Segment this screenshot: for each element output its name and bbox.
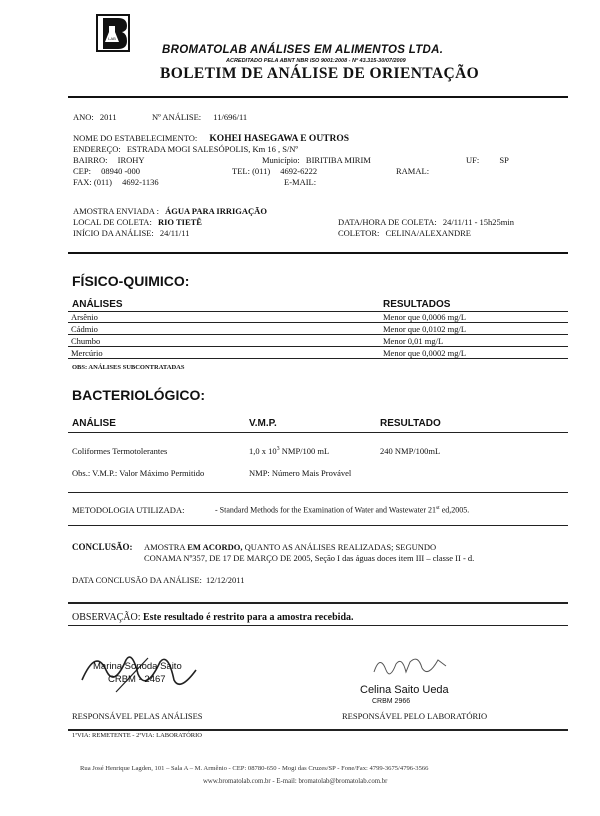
collection-datetime-value: 24/11/11 - 15h25min bbox=[442, 217, 515, 227]
left-signer-registration: CRBM - 2467 bbox=[108, 674, 166, 685]
phone-label: TEL: (011) bbox=[232, 166, 271, 176]
collector-field bbox=[338, 228, 471, 238]
observation-label: OBSERVAÇÃO: bbox=[72, 612, 141, 623]
analysis-start-label: INÍCIO DA ANÁLISE: bbox=[73, 228, 154, 238]
observation-text: Este resultado é restrito para a amostra recebida. bbox=[142, 612, 354, 623]
email-label: E-MAIL: bbox=[284, 177, 317, 187]
copies-note: 1ªVIA: REMETENTE - 2ªVIA: LABORATÓRIO bbox=[72, 732, 202, 739]
conclusion-divider bbox=[68, 525, 568, 526]
analysis-result: Menor 0,01 mg/L bbox=[383, 336, 444, 346]
analysis-name: Cádmio bbox=[71, 324, 98, 334]
observation-underline bbox=[68, 625, 568, 626]
analysis-number-field bbox=[152, 112, 247, 122]
table-row bbox=[68, 335, 568, 347]
establishment-name-value: KOHEI HASEGAWA E OUTROS bbox=[209, 134, 350, 144]
subcontracted-note: OBS: ANÁLISES SUBCONTRATADAS bbox=[72, 364, 185, 371]
left-signer-role: RESPONSÁVEL PELAS ANÁLISES bbox=[72, 711, 203, 721]
conclusion-line-1 bbox=[144, 542, 436, 552]
accreditation-line: ACREDITADO PELA ABNT NBR ISO 9001:2008 - Nº 43.315-30/07/2009 bbox=[226, 58, 406, 64]
methodology-label: METODOLOGIA UTILIZADA: bbox=[72, 505, 185, 515]
methodology-text bbox=[215, 505, 469, 515]
bacteriological-analysis-header: ANÁLISE bbox=[72, 418, 116, 429]
document-title: BOLETIM DE ANÁLISE DE ORIENTAÇÃO bbox=[160, 65, 480, 82]
footer-address: Rua José Henrique Lagden, 101 – Sala A – M. Armênio - CEP: 08780-650 - Mogi das Cruzes/SP - Fone/Fax: 4799-3675/4796-3566 bbox=[80, 765, 429, 772]
footer-web: www.bromatolab.com.br - E-mail: bromatolab@bromatolab.com.br bbox=[203, 778, 388, 785]
zip-field bbox=[73, 166, 140, 176]
phone-field bbox=[232, 166, 317, 176]
analysis-number-label: Nº ANÁLISE: bbox=[152, 112, 202, 122]
physicochemical-analyses-header: ANÁLISES bbox=[72, 299, 123, 310]
bacteriological-vmp-header: V.M.P. bbox=[249, 418, 277, 429]
footer-divider bbox=[68, 729, 568, 731]
physicochemical-title: FÍSICO-QUIMICO: bbox=[72, 273, 190, 289]
extension-label: RAMAL: bbox=[396, 166, 430, 176]
conclusion-date-value: 12/12/2011 bbox=[206, 575, 245, 585]
methodology-superscript: st bbox=[436, 505, 440, 511]
analysis-name: Arsênio bbox=[71, 312, 98, 322]
coliform-vmp-exponent: 3 bbox=[276, 446, 280, 453]
analysis-start-value: 24/11/11 bbox=[159, 228, 190, 238]
sample-field bbox=[73, 206, 267, 216]
table-row bbox=[68, 347, 568, 359]
state-field bbox=[466, 155, 509, 165]
neighborhood-label: BAIRRO: bbox=[73, 155, 108, 165]
sample-divider bbox=[68, 252, 568, 254]
collector-label: COLETOR: bbox=[338, 228, 380, 238]
analysis-name: Chumbo bbox=[71, 336, 101, 346]
address-field bbox=[73, 144, 298, 154]
analysis-start-field bbox=[73, 228, 189, 238]
coliform-vmp-base: 1,0 x 10 bbox=[249, 446, 277, 456]
header-divider bbox=[68, 96, 568, 98]
city-label: Município: bbox=[262, 155, 300, 165]
right-signer-registration: CRBM 2966 bbox=[372, 698, 411, 705]
coliform-vmp-unit: NMP/100 mL bbox=[279, 446, 330, 456]
collection-place-label: LOCAL DE COLETA: bbox=[73, 217, 152, 227]
collection-place-value: RIO TIETÊ bbox=[157, 217, 202, 227]
analysis-result: Menor que 0,0102 mg/L bbox=[383, 324, 467, 334]
city-field bbox=[262, 155, 371, 165]
methodology-end: ed,2005. bbox=[439, 505, 470, 515]
sample-value: ÁGUA PARA IRRIGAÇÃO bbox=[165, 206, 267, 216]
city-value: BIRITIBA MIRIM bbox=[305, 155, 371, 165]
collection-place-field bbox=[73, 217, 202, 227]
vmp-definition: Obs.: V.M.P.: Valor Máximo Permitido bbox=[72, 468, 205, 478]
analysis-number-value: 11/696/11 bbox=[213, 112, 248, 122]
neighborhood-field bbox=[73, 155, 145, 165]
left-signer-name: Marina Sonoda Saito bbox=[93, 661, 182, 672]
conclusion-date-field bbox=[72, 575, 244, 585]
analysis-result: Menor que 0,0006 mg/L bbox=[383, 312, 467, 322]
collection-datetime-field bbox=[338, 217, 514, 227]
ano-field bbox=[73, 112, 117, 122]
physicochemical-results-header: RESULTADOS bbox=[383, 299, 451, 310]
bacteriological-result-header: RESULTADO bbox=[380, 418, 441, 429]
nmp-definition: NMP: Número Mais Provável bbox=[249, 468, 352, 478]
table-row bbox=[68, 323, 568, 335]
address-label: ENDEREÇO: bbox=[73, 144, 121, 154]
right-signer-name: Celina Saito Ueda bbox=[360, 684, 449, 696]
fax-label: FAX: (011) bbox=[73, 177, 112, 187]
coliform-name: Coliformes Termotolerantes bbox=[72, 446, 168, 456]
flask-logo-icon bbox=[96, 14, 130, 52]
state-value: SP bbox=[499, 155, 509, 165]
conclusion-label: CONCLUSÃO: bbox=[72, 542, 133, 552]
methodology-divider bbox=[68, 492, 568, 493]
sample-label: AMOSTRA ENVIADA : bbox=[73, 206, 159, 216]
conclusion-date-label: DATA CONCLUSÃO DA ANÁLISE: bbox=[72, 575, 202, 585]
bacteriological-header-line bbox=[68, 432, 568, 433]
methodology-main: - Standard Methods for the Examination of Water and Wastewater 21 bbox=[215, 505, 437, 515]
collection-datetime-label: DATA/HORA DE COLETA: bbox=[338, 217, 437, 227]
zip-label: CEP: bbox=[73, 166, 91, 176]
fax-value: 4692-1136 bbox=[122, 177, 159, 187]
coliform-vmp bbox=[249, 446, 329, 456]
svg-text:LAB: LAB bbox=[108, 36, 116, 41]
conclusion-text-c: QUANTO AS ANÁLISES REALIZADAS; SEGUNDO bbox=[242, 542, 437, 552]
phone-value: 4692-6222 bbox=[280, 166, 318, 176]
establishment-name-field bbox=[73, 133, 349, 144]
conclusion-text-a: AMOSTRA bbox=[144, 542, 188, 552]
right-signature-scribble bbox=[370, 652, 450, 682]
establishment-name-label: NOME DO ESTABELECIMENTO: bbox=[73, 133, 198, 143]
company-name: BROMATOLAB ANÁLISES EM ALIMENTOS LTDA. bbox=[162, 44, 444, 56]
ano-label: ANO: bbox=[73, 112, 94, 122]
table-row bbox=[68, 311, 568, 323]
fax-field bbox=[73, 177, 159, 187]
zip-value: 08940 -000 bbox=[101, 166, 141, 176]
collector-value: CELINA/ALEXANDRE bbox=[385, 228, 471, 238]
observation-field bbox=[72, 612, 354, 623]
logo bbox=[96, 14, 130, 52]
bacteriological-title: BACTERIOLÓGICO: bbox=[72, 387, 205, 403]
analysis-name: Mercúrio bbox=[71, 348, 103, 358]
observation-divider bbox=[68, 602, 568, 604]
state-label: UF: bbox=[466, 155, 480, 165]
coliform-result: 240 NMP/100mL bbox=[380, 446, 441, 456]
ano-value: 2011 bbox=[99, 112, 117, 122]
conclusion-verdict: EM ACORDO, bbox=[187, 542, 243, 552]
address-value: ESTRADA MOGI SALESÓPOLIS, Km 16 , S/Nº bbox=[126, 144, 299, 154]
neighborhood-value: IROHY bbox=[117, 155, 145, 165]
conclusion-line-2: CONAMA Nº357, DE 17 DE MARÇO DE 2005, Seção I das águas doces item III – classe II - d. bbox=[144, 553, 475, 563]
analysis-result: Menor que 0,0002 mg/L bbox=[383, 348, 467, 358]
right-signer-role: RESPONSÁVEL PELO LABORATÓRIO bbox=[342, 711, 488, 721]
